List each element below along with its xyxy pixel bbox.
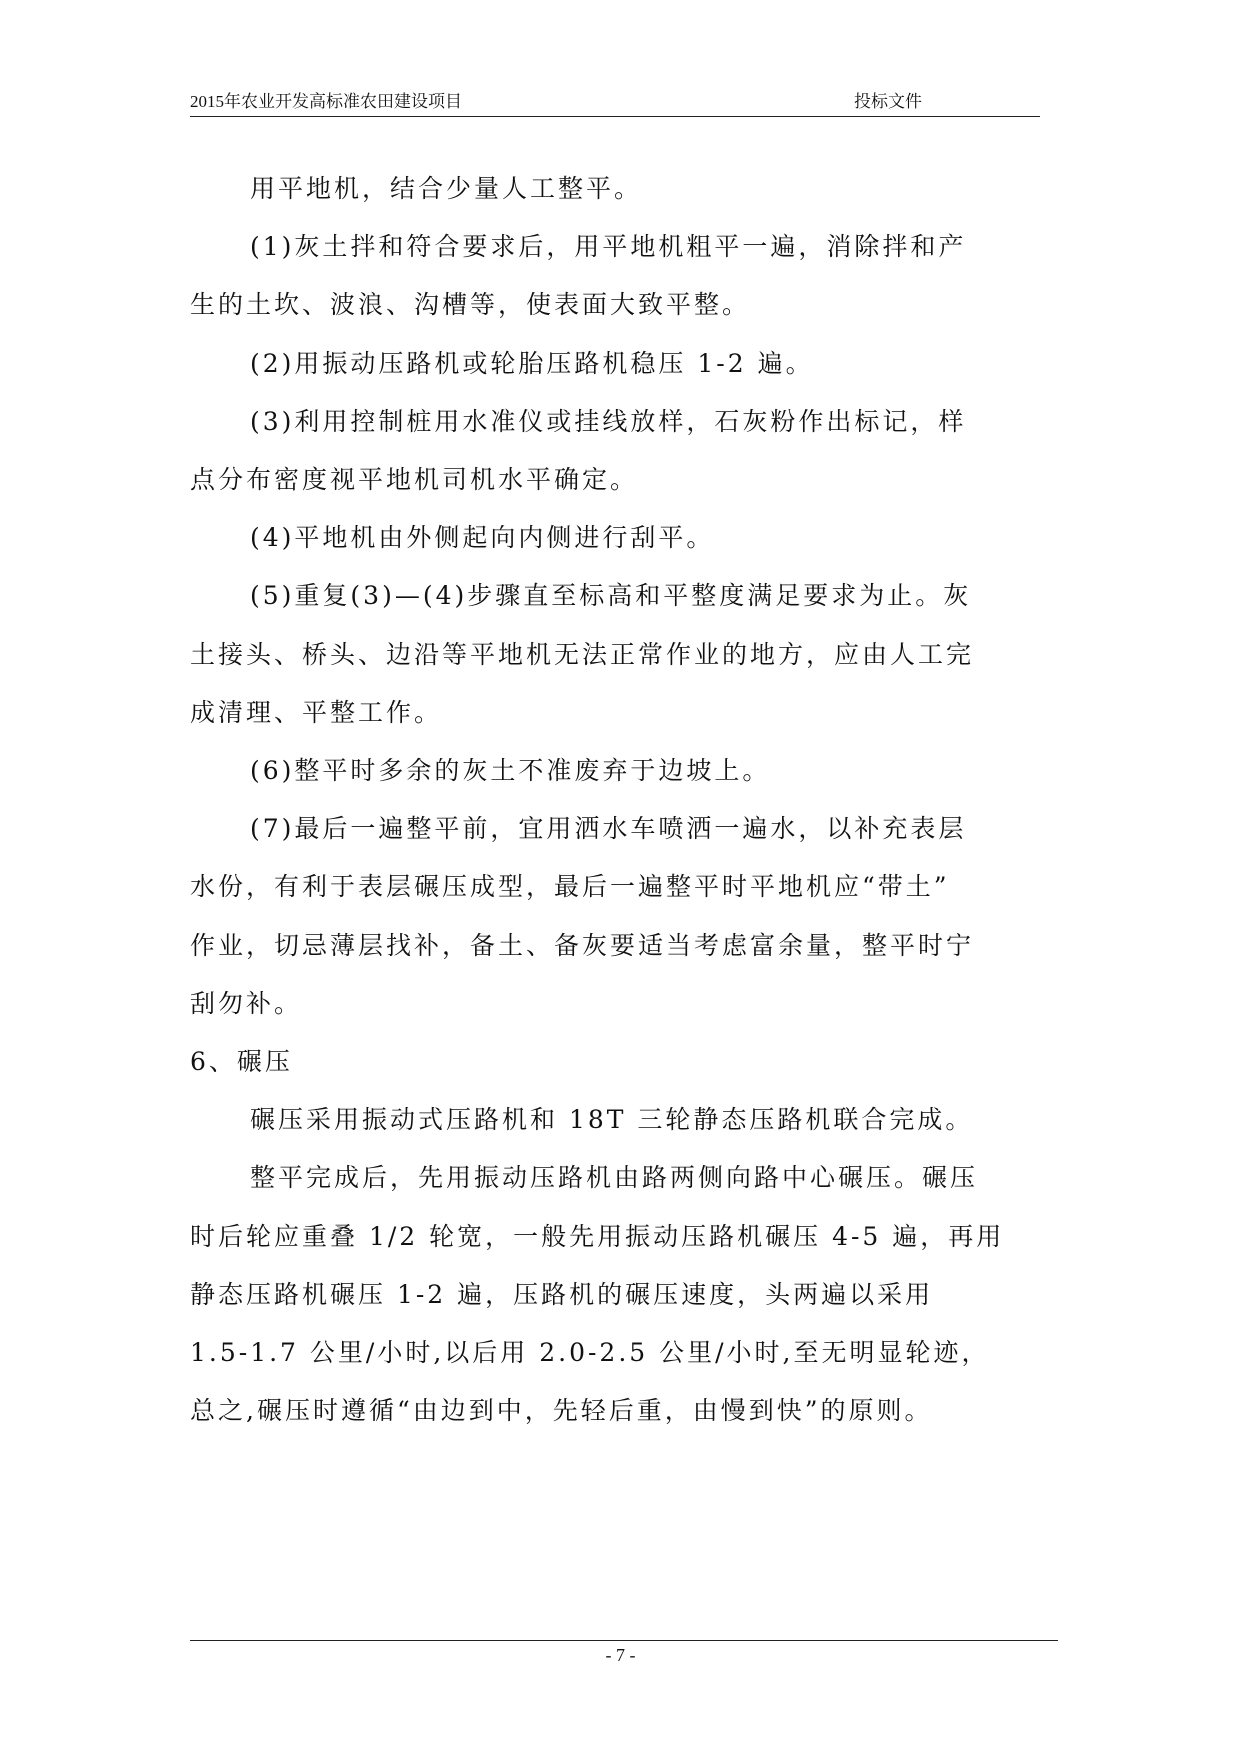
body-line: 静态压路机碾压 1-2 遍，压路机的碾压速度，头两遍以采用 xyxy=(190,1279,934,1309)
body-line: (3)利用控制桩用水准仪或挂线放样，石灰粉作出标记，样 xyxy=(250,406,967,436)
body-line: 土接头、桥头、边沿等平地机无法正常作业的地方，应由人工完 xyxy=(190,639,975,669)
body-line: 1.5-1.7 公里/小时,以后用 2.0-2.5 公里/小时,至无明显轮迹， xyxy=(190,1338,990,1368)
body-line: 时后轮应重叠 1/2 轮宽，一般先用振动压路机碾压 4-5 遍，再用 xyxy=(190,1221,1005,1251)
header-project-title: 2015年农业开发高标准农田建设项目 xyxy=(190,92,462,111)
body-line: (7)最后一遍整平前，宜用洒水车喷洒一遍水，以补充表层 xyxy=(250,814,967,844)
document-body xyxy=(190,160,1058,1440)
body-line: 作业，切忌薄层找补，备土、备灰要适当考虑富余量，整平时宁 xyxy=(190,930,975,960)
body-line: (5)重复(3)—(4)步骤直至标高和平整度满足要求为止。灰 xyxy=(250,581,972,611)
body-line: 总之,碾压时遵循“由边到中，先轻后重，由慢到快”的原则。 xyxy=(190,1396,933,1426)
body-line: 用平地机，结合少量人工整平。 xyxy=(250,174,643,203)
page-number: - 7 - xyxy=(605,1645,636,1665)
body-line: 水份，有利于表层碾压成型，最后一遍整平时平地机应“带土” xyxy=(190,872,950,902)
footer-divider xyxy=(190,1640,1058,1641)
body-line: 生的土坎、波浪、沟槽等，使表面大致平整。 xyxy=(190,290,751,320)
section-heading: 6、碾压 xyxy=(190,1047,293,1077)
body-line: (2)用振动压路机或轮胎压路机稳压 1-2 遍。 xyxy=(250,348,814,378)
body-line: (6)整平时多余的灰土不准废弃于边坡上。 xyxy=(250,756,771,786)
body-line: 点分布密度视平地机司机水平确定。 xyxy=(190,465,639,495)
body-line: 整平完成后，先用振动压路机由路两侧向路中心碾压。碾压 xyxy=(250,1163,979,1193)
body-line: 碾压采用振动式压路机和 18T 三轮静态压路机联合完成。 xyxy=(250,1105,974,1135)
page-header xyxy=(190,88,1040,117)
body-line: (1)灰土拌和符合要求后，用平地机粗平一遍，消除拌和产 xyxy=(250,232,967,262)
body-line: (4)平地机由外侧起向内侧进行刮平。 xyxy=(250,523,715,553)
body-line: 刮勿补。 xyxy=(190,988,303,1018)
body-line: 成清理、平整工作。 xyxy=(190,697,443,727)
header-document-type: 投标文件 xyxy=(854,92,922,111)
